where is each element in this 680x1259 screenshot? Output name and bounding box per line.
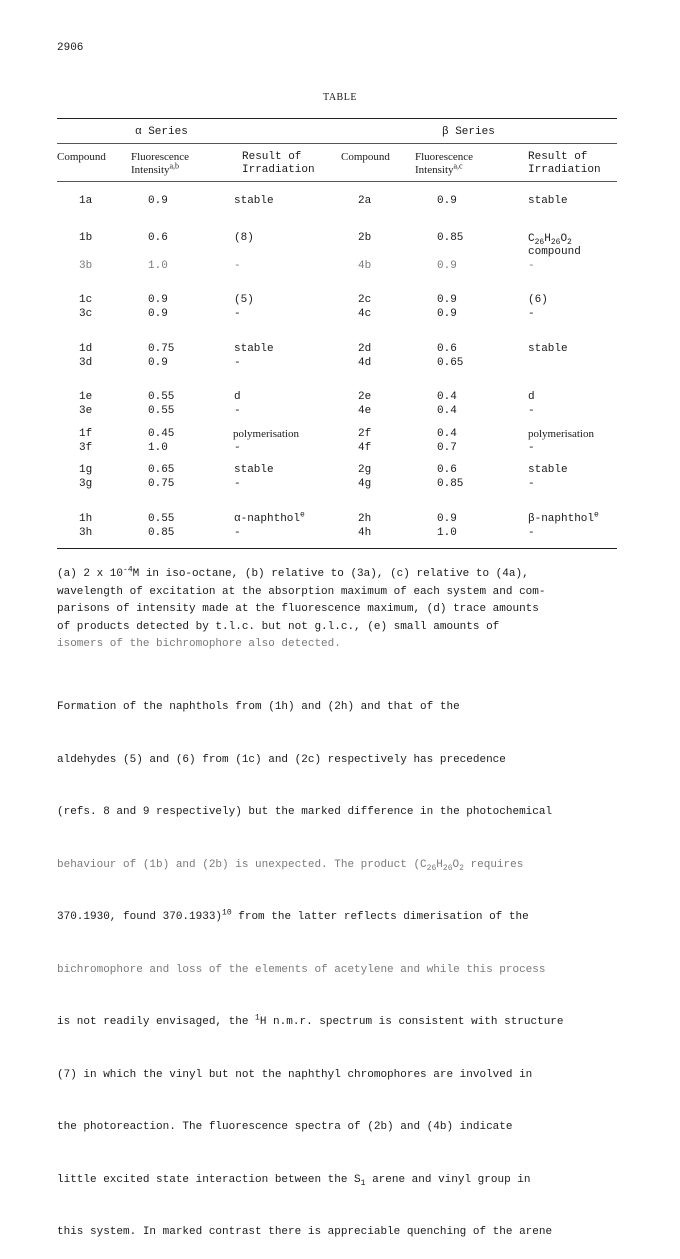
table-row: 3b 1.0 - 4b 0.9 -: [79, 260, 535, 272]
table-row: 1h 0.55 α-naphthol$^e$ 2h 0.9 β-naphthol$^e$: [79, 510, 599, 525]
table-bottom-rule: [57, 548, 617, 549]
beta-series-heading: β Series: [442, 126, 495, 138]
series-rule: [57, 143, 617, 144]
table-row: 1e 0.55 d 2e 0.4 d: [79, 391, 535, 403]
body-paragraph: Formation of the naphthols from (1h) and (2h) and that of the aldehydes (5) and (6) from (1c) and (2c) respectively has precedence (refs. 8 and 9 respectively) but the marked difference in the photochemical behaviour of (1b) and (2b) is unexpected. The product ($C_{26}H_{26}O_2$ requires 370.1930, found 370.1933)$^{10}$ from the latter reflects dimerisation of the bichromophore and loss of the elements of acetylene and while this process is not readily envisaged, the $^1$H n.m.r. spectrum is consistent with structure (7) in which the vinyl but not the naphthyl chromophores are involved in the photoreaction. The fluorescence spectra of (2b) and (4b) indicate little excited state interaction between the $S_1$ arene and vinyl group in this system. In marked contrast there is appreciable quenching of the arene: [57, 701, 564, 1238]
table-row-compound-word: compound: [528, 246, 581, 258]
alpha-series-heading: α Series: [135, 126, 188, 138]
formula-c26h26o2: $C_{26}H_{26}O_2$: [528, 233, 572, 248]
table-row: 3h 0.85 - 4h 1.0 -: [79, 527, 535, 539]
header-compound-alpha: Compound: [57, 151, 106, 163]
page-number: 2906: [57, 42, 84, 54]
table-row: 1c 0.9 (5) 2c 0.9 (6): [79, 294, 548, 306]
header-result-alpha: Result of Irradiation: [242, 151, 315, 176]
table-footnotes: (a) 2 x $10^{-4}M$ in iso-octane, (b) relative to (3a), (c) relative to (4a), wavelength of excitation at the absorption maximum of each system and com- parisons of intensity made at the fluorescence maximum, (d) trace amounts of products detected by t.l.c. but not g.l.c., (e) small amounts of isomers of the bichromophore also detected.: [57, 565, 546, 650]
header-fluorescence-beta: Fluorescence Intensity$^{a,c}$: [415, 151, 474, 176]
header-rule: [57, 181, 617, 182]
header-compound-beta: Compound: [341, 151, 390, 163]
header-fluorescence-alpha: Fluorescence Intensity$^{a,b}$: [131, 151, 190, 176]
header-result-beta: Result of Irradiation: [528, 151, 601, 176]
table-row: 1f 0.45 polymerisation 2f 0.4 polymerisation: [79, 428, 594, 440]
table-row: 1a 0.9 stable 2a 0.9 stable: [79, 195, 568, 207]
table-row: 3c 0.9 - 4c 0.9 -: [79, 308, 535, 320]
table-row: 3f 1.0 - 4f 0.7 -: [79, 442, 535, 454]
beta-naphthol-cell: β-naphthol$^e$: [528, 510, 599, 525]
alpha-naphthol-cell: α-naphthol$^e$: [234, 510, 305, 525]
table-row: 1g 0.65 stable 2g 0.6 stable: [79, 464, 568, 476]
table-row: 1d 0.75 stable 2d 0.6 stable: [79, 343, 568, 355]
table-top-rule: [57, 118, 617, 119]
table-title: TABLE: [323, 92, 357, 103]
table-row: 3d 0.9 - 4d 0.65: [79, 357, 464, 369]
table-row: 3g 0.75 - 4g 0.85 -: [79, 478, 535, 490]
table-row: 1b 0.6 (8) 2b 0.85 $C_{26}H_{26}O_2$: [79, 232, 572, 248]
table-row: 3e 0.55 - 4e 0.4 -: [79, 405, 535, 417]
